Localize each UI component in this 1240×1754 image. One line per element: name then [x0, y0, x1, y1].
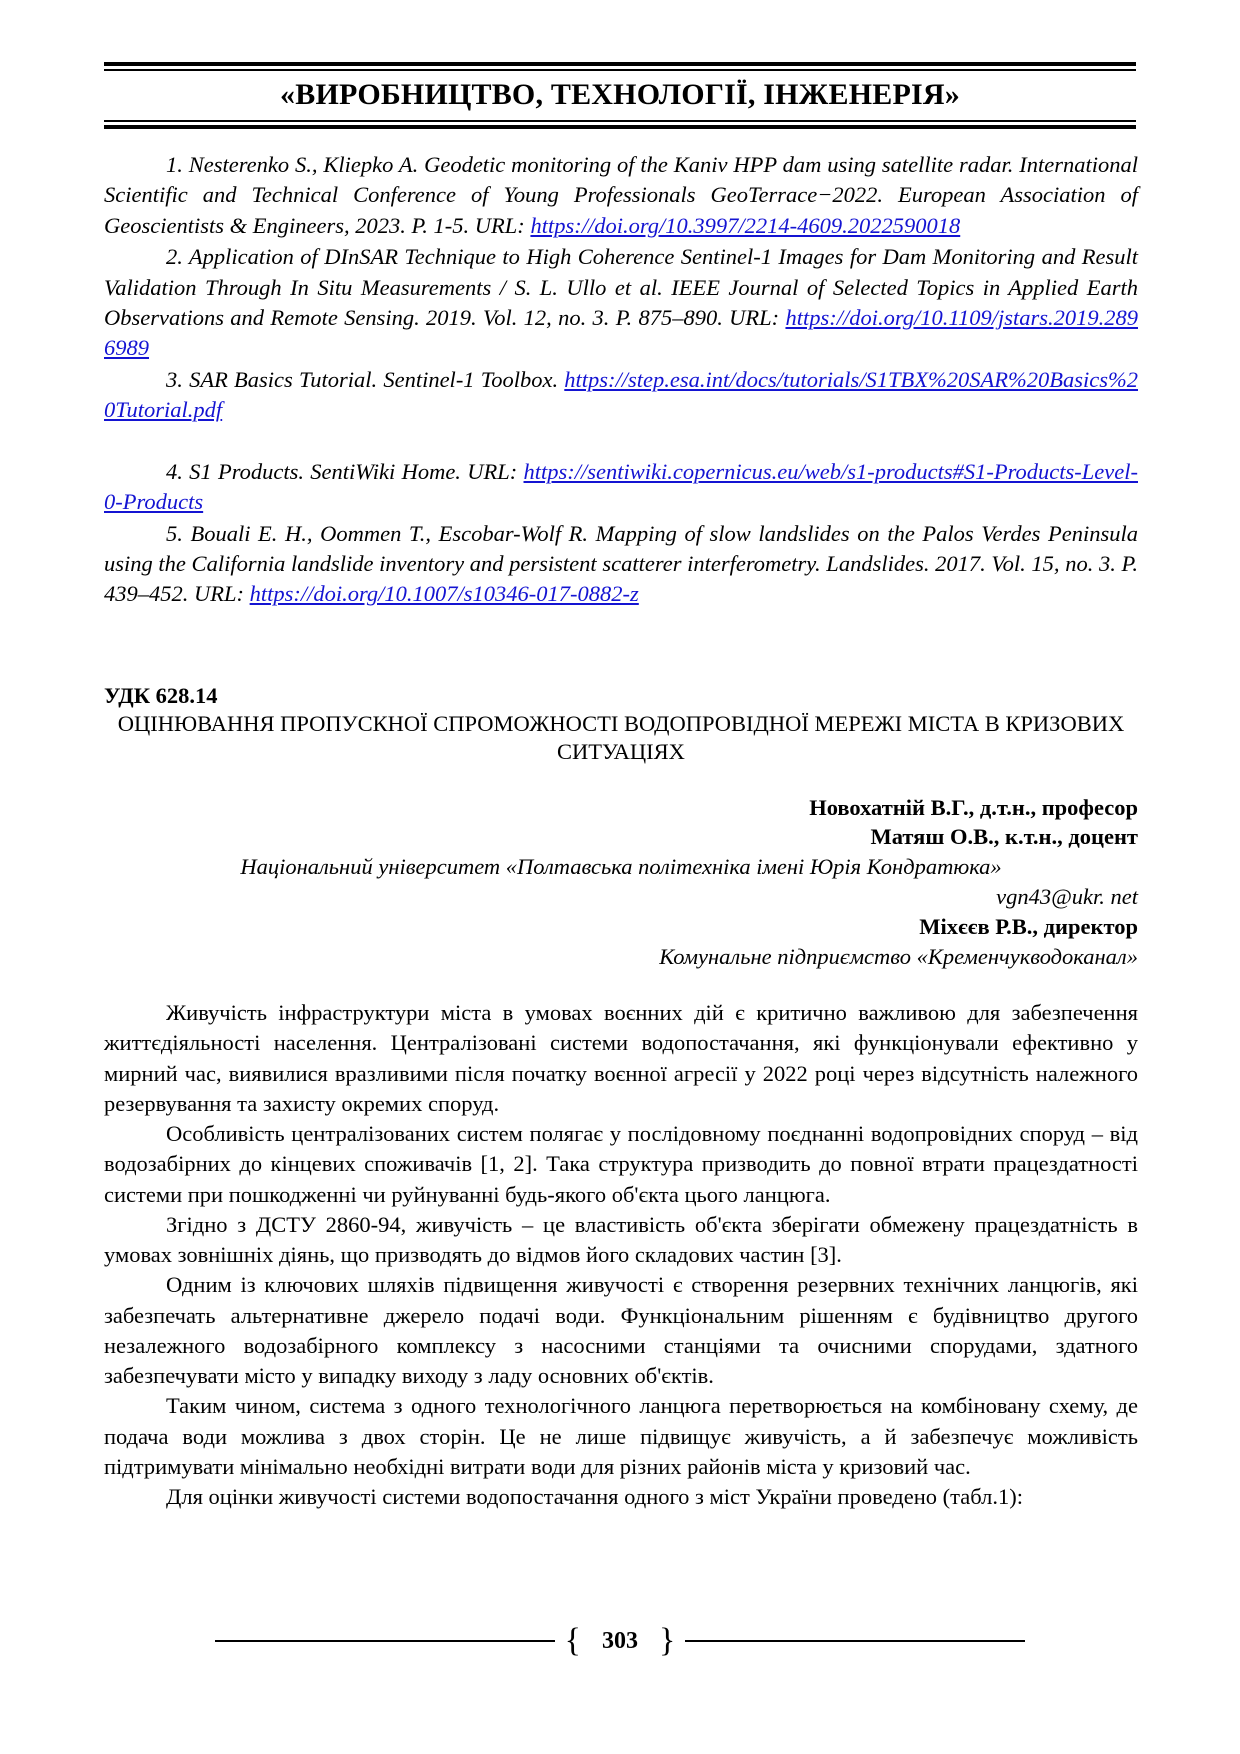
reference-item — [104, 365, 1138, 456]
article-header — [104, 681, 1138, 767]
reference-number: 5. — [166, 520, 183, 546]
reference-item — [104, 150, 1138, 241]
udk-code: УДК 628.14 — [104, 682, 218, 708]
affiliation-1: Національний університет «Полтавська політехніка імені Юрія Кондратюка» — [240, 854, 1002, 880]
header-rule-top-thick — [104, 62, 1136, 66]
footer-rule-left — [215, 1640, 555, 1642]
reference-text: Application of DInSAR Technique to High Coherence Sentinel-1 Images for Dam Monitoring and Result Validation Through In Situ Measurements / S. L. Ullo et al. IEEE Journal of Selected Topics in Applied Earth Observations and Remote Sensing. 2019. Vol. 12, no. 3. P. 875–890. URL: — [104, 244, 1138, 330]
reference-number: 4. — [166, 458, 183, 484]
reference-url-link[interactable]: https://sentiwiki.copernicus.eu/web/s1-products#S1-Products-Level-0-Products — [104, 458, 1138, 515]
body-paragraph: Згідно з ДСТУ 2860-94, живучість – це властивість об'єкта зберігати обмежену працездатність в умовах зовнішніх діянь, що призводять до відмов його складових частин [3]. — [104, 1211, 1138, 1268]
reference-item — [104, 242, 1138, 364]
reference-number: 3. — [166, 366, 183, 392]
reference-url-link[interactable]: https://doi.org/10.1109/jstars.2019.2896989 — [104, 304, 1138, 361]
reference-item — [104, 457, 1138, 518]
reference-number: 2. — [166, 244, 183, 270]
reference-text: Bouali E. H., Oommen T., Escobar-Wolf R. Mapping of slow landslides on the Palos Verdes Peninsula using the California landslide inventory and persistent scatterer interferometry. Landslides. 2017. Vol. 15, no. 3. P. 439–452. URL: — [104, 520, 1138, 607]
body-paragraph: Одним із ключових шляхів підвищення живучості є створення резервних технічних ланцюгів, які забезпечать альтернативне джерело подачі води. Функціональним рішенням є будівництво другого незалежного водозабірного комплексу з насосними станціями та очисними спорудами, здатного забезпечувати місто у випадку виходу з ладу основних об'єктів. — [104, 1272, 1138, 1389]
header-rule-bottom-thin — [104, 120, 1136, 122]
body-paragraph: Для оцінки живучості системи водопостачання одного з міст України проведено (табл.1): — [166, 1484, 1023, 1510]
article-body — [104, 998, 1138, 1512]
article-title: ОЦІНЮВАННЯ ПРОПУСКНОЇ СПРОМОЖНОСТІ ВОДОПРОВІДНОЇ МЕРЕЖІ МІСТА В КРИЗОВИХ СИТУАЦІЯХ — [117, 710, 1125, 765]
title-authors-gap — [104, 767, 1138, 793]
author-name-3: Міхєєв Р.В., директор — [919, 914, 1138, 940]
author-name-1: Новохатній В.Г., д.т.н., професор — [809, 794, 1138, 820]
footer-brace-right: } — [659, 1622, 676, 1659]
reference-list — [104, 150, 1138, 610]
reference-text: Nesterenko S., Kliepko A. Geodetic monitoring of the Kaniv HPP dam using satellite radar. International Scientific and Technical Conference of Young Professionals GeoTerrace−2022. European Association of Geoscientists & Engineers, 2023. P. 1-5. URL: — [104, 152, 1138, 238]
reference-number: 1. — [166, 152, 183, 177]
reference-url-link[interactable]: https://doi.org/10.1007/s10346-017-0882-z — [249, 581, 639, 607]
authors-body-gap — [104, 972, 1138, 998]
author-email: vgn43@ukr. net — [996, 884, 1138, 910]
body-paragraph: Таким чином, система з одного технологічного ланцюга перетворюється на комбіновану схему, де подача води можлива з двох сторін. Це не лише підвищує живучість, а й забезпечує можливість підтримувати мінімально необхідні витрати води для різних районів міста у кризовий час. — [104, 1393, 1138, 1479]
body-paragraph: Живучість інфраструктури міста в умовах воєнних дій є критично важливою для забезпечення життєдіяльності населення. Централізовані системи водопостачання, які функціонували ефективно у мирний час, виявилися вразливими після початку воєнної агресії у 2022 році через відсутність належного резервування та захисту окремих споруд. — [104, 1000, 1138, 1116]
page-footer — [0, 1624, 1240, 1658]
section-gap — [104, 611, 1138, 655]
reference-item — [104, 519, 1138, 610]
running-header — [104, 62, 1136, 129]
header-rule-bottom-thick — [104, 125, 1136, 129]
reference-text: SAR Basics Tutorial. Sentinel-1 Toolbox. — [182, 366, 565, 392]
body-paragraph: Особливість централізованих систем полягає у послідовному поєднанні водопровідних споруд – від водозабірних до кінцевих споживачів [1, 2]. Така структура призводить до повної втрати працездатності системи при пошкодженні чи руйнуванні будь-якого об'єкта цього ланцюга. — [104, 1121, 1138, 1207]
footer-rule-right — [685, 1640, 1025, 1642]
page-content — [104, 150, 1138, 1512]
section-gap-2 — [104, 655, 1138, 681]
page-number: 303 — [602, 1627, 638, 1654]
affiliation-2: Комунальне підприємство «Кременчукводоканал» — [659, 944, 1138, 970]
authors-block — [104, 793, 1138, 973]
reference-text: S1 Products. SentiWiki Home. URL: — [182, 458, 524, 484]
running-header-title: «ВИРОБНИЦТВО, ТЕХНОЛОГІЇ, ІНЖЕНЕРІЯ» — [280, 78, 960, 111]
author-name-2: Матяш О.В., к.т.н., доцент — [870, 824, 1138, 850]
reference-url-link[interactable]: https://step.esa.int/docs/tutorials/S1TBX%20SAR%20Basics%20Tutorial.pdf — [104, 366, 1138, 422]
footer-brace-left: { — [564, 1622, 581, 1659]
reference-url-link[interactable]: https://doi.org/10.3997/2214-4609.2022590018 — [530, 212, 961, 238]
